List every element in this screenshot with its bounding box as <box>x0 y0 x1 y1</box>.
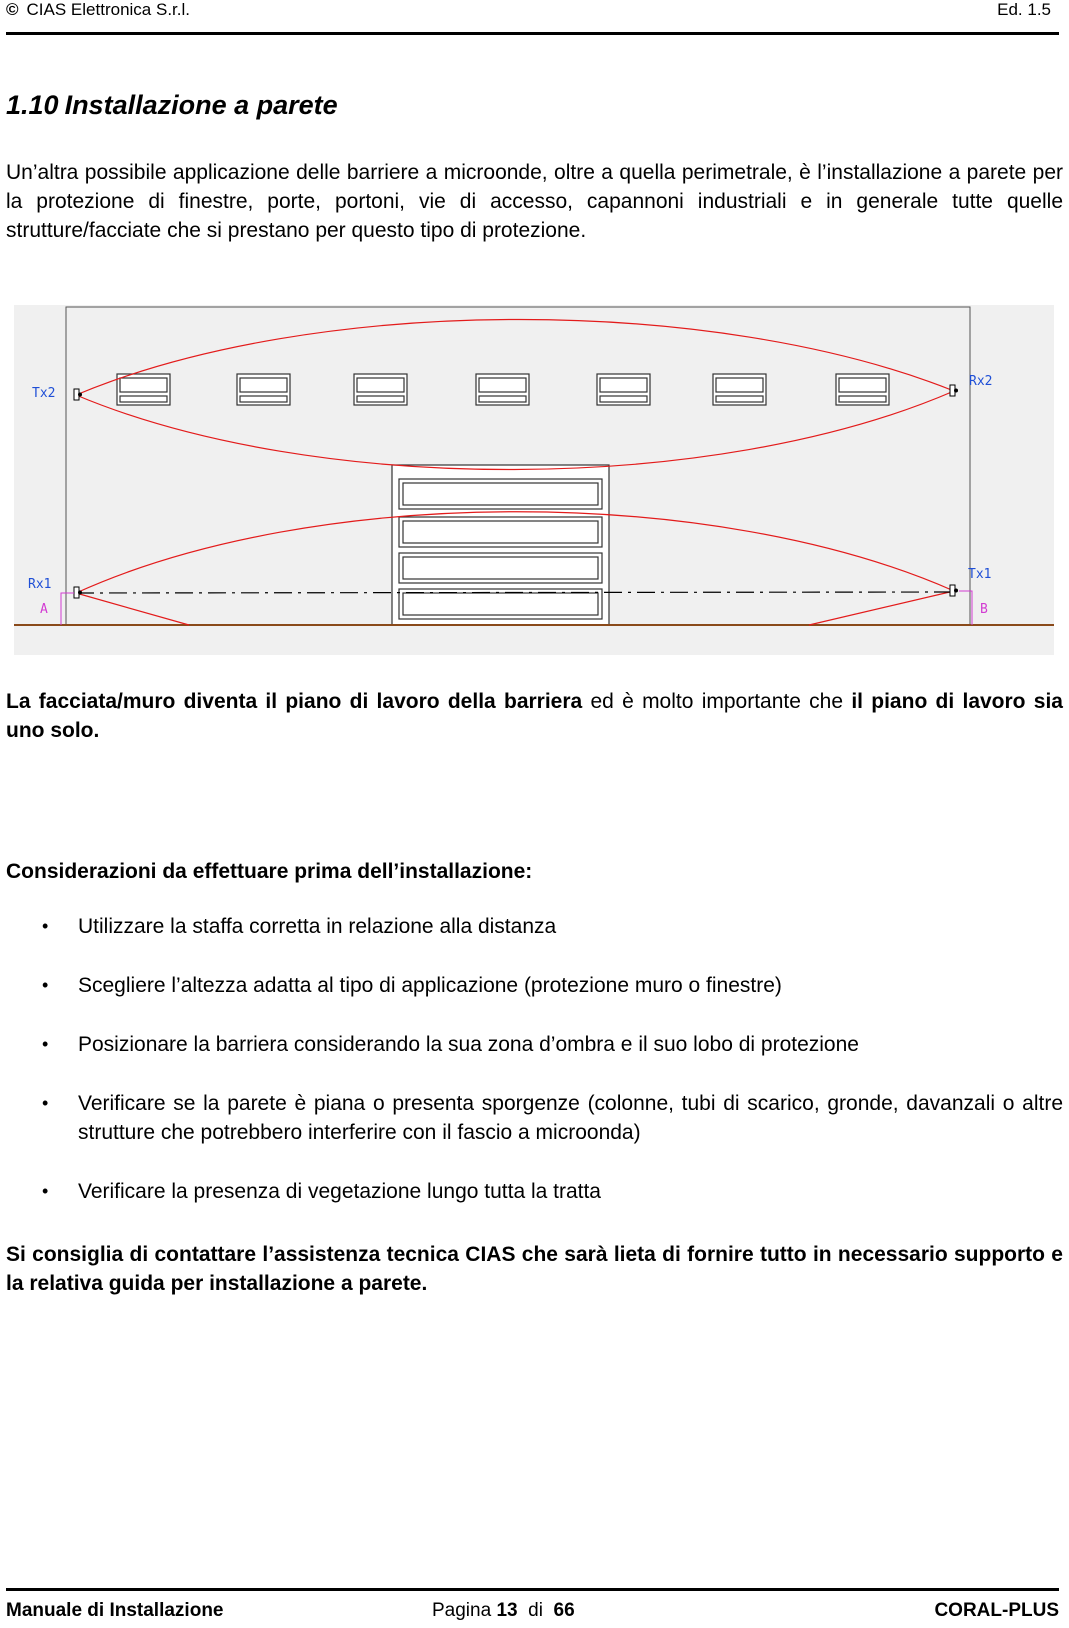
label-rx1: Rx1 <box>28 577 52 592</box>
statement-paragraph <box>6 687 1063 745</box>
product-name: CORAL-PLUS <box>934 1600 1059 1621</box>
bullet-icon: • <box>42 916 49 936</box>
list-item <box>6 912 1063 941</box>
list-item <box>6 1177 1063 1206</box>
list-item-text: Posizionare la barriera considerando la sua zona d’ombra e il suo lobo di protezione <box>78 1033 859 1056</box>
window <box>836 374 889 405</box>
statement-bold-1: La facciata/muro diventa il piano di lavoro della barriera <box>6 690 583 713</box>
window <box>597 374 650 405</box>
section-number: 1.10 <box>6 90 59 120</box>
company-name: CIAS Elettronica S.r.l. <box>26 0 190 19</box>
page-number <box>432 1600 575 1622</box>
list-item <box>6 1089 1063 1147</box>
page-word: Pagina <box>432 1600 492 1621</box>
page-total: 66 <box>553 1600 575 1621</box>
considerations-heading: Considerazioni da effettuare prima dell’installazione: <box>6 860 533 883</box>
label-b: B <box>980 602 988 617</box>
copyright-symbol: © <box>6 0 19 19</box>
of-word: di <box>528 1600 543 1621</box>
statement-normal: ed è molto importante che <box>582 690 852 713</box>
list-item-text: Scegliere l’altezza adatta al tipo di applicazione (protezione muro o finestre) <box>78 974 782 997</box>
label-tx2: Tx2 <box>32 386 56 401</box>
statement-bold-2: il piano di lavoro sia uno solo. <box>6 690 1063 742</box>
label-a: A <box>40 602 48 617</box>
header-company <box>6 0 190 20</box>
bullet-icon: • <box>42 1093 49 1113</box>
diagram-svg <box>14 305 1054 655</box>
window <box>237 374 290 405</box>
footer-rule <box>6 1588 1059 1591</box>
label-tx1: Tx1 <box>968 567 992 582</box>
section-title <box>6 90 338 121</box>
considerations-list <box>6 912 1063 1236</box>
window <box>354 374 407 405</box>
page-header <box>6 0 1051 34</box>
bullet-icon: • <box>42 1181 49 1201</box>
list-item-text: Utilizzare la staffa corretta in relazione alla distanza <box>78 915 557 938</box>
label-rx2: Rx2 <box>969 374 993 389</box>
bullet-icon: • <box>42 975 49 995</box>
wall-installation-diagram <box>14 305 1054 655</box>
window <box>476 374 529 405</box>
window <box>117 374 170 405</box>
header-rule <box>6 32 1059 35</box>
sectional-door <box>392 465 609 625</box>
window <box>713 374 766 405</box>
page-current: 13 <box>496 1600 518 1621</box>
list-item <box>6 971 1063 1000</box>
manual-title: Manuale di Installazione <box>6 1600 224 1621</box>
list-item-text: Verificare la presenza di vegetazione lungo tutta la tratta <box>78 1180 601 1203</box>
list-item-text: Verificare se la parete è piana o presenta sporgenze (colonne, tubi di scarico, gronde, davanzali o altre strutture che potrebbero interferire con il fascio a microonda) <box>78 1092 1063 1144</box>
section-title-text: Installazione a parete <box>64 90 338 120</box>
edition-label: Ed. 1.5 <box>997 0 1051 19</box>
intro-paragraph: Un’altra possibile applicazione delle barriere a microonde, oltre a quella perimetrale, è l’installazione a parete per la protezione di finestre, porte, portoni, vie di accesso, capannoni industriali e in generale tutte quelle strutture/facciate che si prestano per questo tipo di protezione. <box>6 161 1063 242</box>
advice-paragraph: Si consiglia di contattare l’assistenza tecnica CIAS che sarà lieta di fornire tutto in necessario supporto e la relativa guida per installazione a parete. <box>6 1243 1063 1295</box>
list-item <box>6 1030 1063 1059</box>
bullet-icon: • <box>42 1034 49 1054</box>
